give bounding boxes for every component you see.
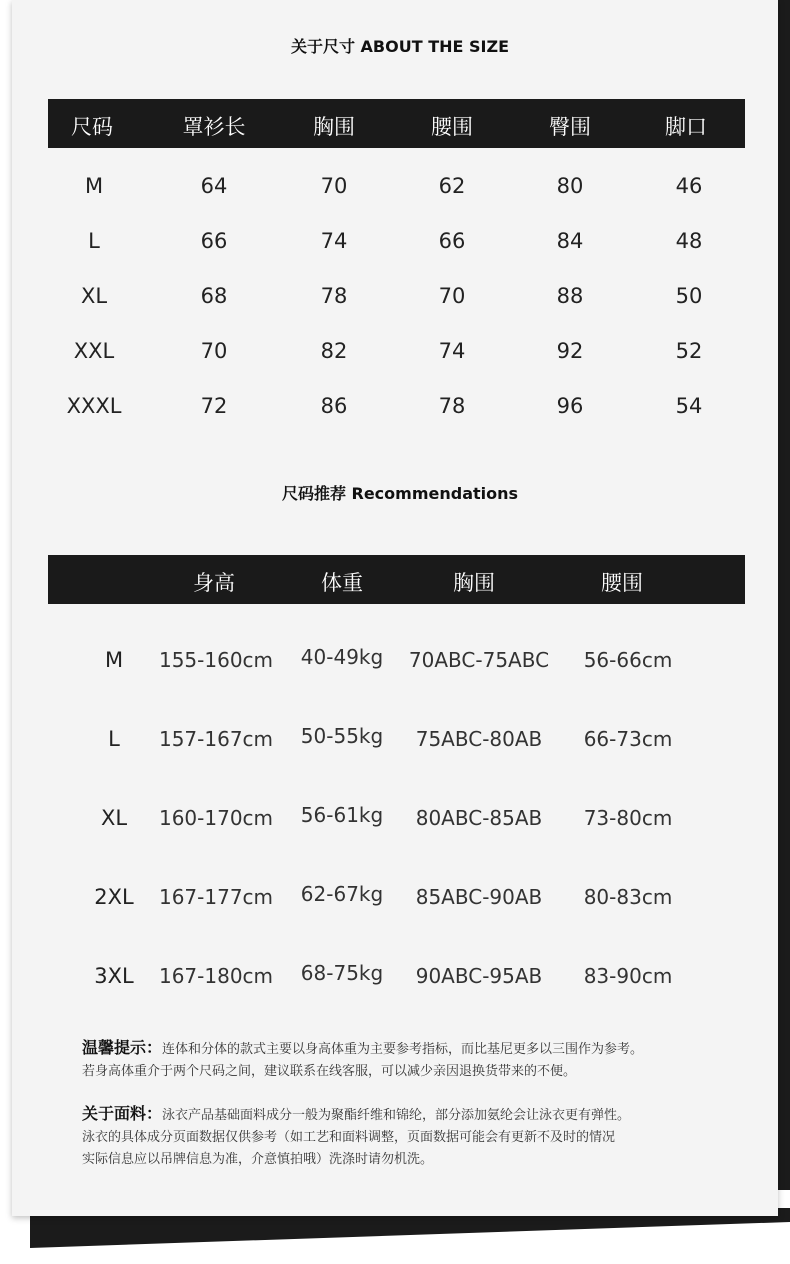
header-bust: 胸围 (453, 571, 495, 595)
cell: 74 (438, 339, 466, 363)
cell: 85ABC-90AB (415, 885, 543, 909)
cell: 88 (556, 284, 584, 308)
cell: 157-167cm (158, 727, 274, 751)
fabric-line2: 泳衣的具体成分页面数据仅供参考（如工艺和面料调整，页面数据可能会有更新不及时的情况 (82, 1130, 616, 1145)
cell: 70 (200, 339, 228, 363)
header-hip: 臀围 (549, 115, 591, 139)
table-row (0, 724, 790, 757)
tip-note (82, 1037, 762, 1083)
cell: 50 (675, 284, 703, 308)
size-table-header (48, 99, 745, 148)
fabric-note (82, 1103, 762, 1171)
table-row (0, 803, 790, 836)
cell: 80ABC-85AB (415, 806, 543, 830)
header-size: 尺码 (71, 115, 113, 139)
cell: 155-160cm (158, 648, 274, 672)
tip-lead: 温馨提示： (82, 1038, 163, 1057)
cell: 48 (675, 229, 703, 253)
table-row (0, 394, 790, 424)
cell: 50-55kg (300, 724, 384, 748)
size-section-title: 关于尺寸 ABOUT THE SIZE (290, 37, 510, 56)
cell: 70 (320, 174, 348, 198)
cell: 82 (320, 339, 348, 363)
recommend-section-title: 尺码推荐 Recommendations (281, 484, 519, 503)
cell: 64 (200, 174, 228, 198)
fabric-line3: 实际信息应以吊牌信息为准，介意慎拍哦）洗涤时请勿机洗。 (82, 1152, 434, 1167)
tip-line2: 若身高体重介于两个尺码之间，建议联系在线客服，可以减少亲因退换货带来的不便。 (82, 1064, 577, 1079)
table-row (0, 339, 790, 369)
cell: 83-90cm (583, 964, 673, 988)
cell: 90ABC-95AB (415, 964, 543, 988)
cell: 2XL (94, 885, 134, 909)
cell: 46 (675, 174, 703, 198)
header-hem: 脚口 (665, 115, 707, 139)
cell: 62 (438, 174, 466, 198)
cell: 84 (556, 229, 584, 253)
cell: 73-80cm (583, 806, 673, 830)
cell: 74 (320, 229, 348, 253)
cell: M (84, 174, 104, 198)
cell: XL (100, 806, 128, 830)
table-row (0, 882, 790, 915)
cell: 56-66cm (583, 648, 673, 672)
table-row (0, 645, 790, 678)
cell: 52 (675, 339, 703, 363)
table-row (0, 229, 790, 259)
cell: 86 (320, 394, 348, 418)
table-row (0, 284, 790, 314)
fabric-line1: 泳衣产品基础面料成分一般为聚酯纤维和锦纶，部分添加氨纶会让泳衣更有弹性。 (162, 1108, 631, 1123)
cell: 66-73cm (583, 727, 673, 751)
header-waist: 腰围 (431, 115, 473, 139)
cell: 70ABC-75ABC (408, 648, 550, 672)
header-length: 罩衫长 (182, 115, 246, 139)
header-weight: 体重 (321, 571, 363, 595)
cell: 66 (200, 229, 228, 253)
fabric-lead: 关于面料： (82, 1104, 163, 1123)
tip-line1: 连体和分体的款式主要以身高体重为主要参考指标，而比基尼更多以三围作为参考。 (162, 1042, 644, 1057)
cell: 92 (556, 339, 584, 363)
cell: 56-61kg (300, 803, 384, 827)
cell: 167-177cm (158, 885, 274, 909)
cell: 68-75kg (300, 961, 384, 985)
header-waist: 腰围 (601, 571, 643, 595)
cell: 54 (675, 394, 703, 418)
cell: 167-180cm (158, 964, 274, 988)
cell: 80-83cm (583, 885, 673, 909)
cell: 78 (320, 284, 348, 308)
cell: M (104, 648, 124, 672)
cell: 160-170cm (158, 806, 274, 830)
cell: 70 (438, 284, 466, 308)
cell: L (108, 727, 120, 751)
table-row (0, 961, 790, 994)
cell: 75ABC-80AB (415, 727, 543, 751)
cell: 80 (556, 174, 584, 198)
cell: 3XL (94, 964, 134, 988)
cell: 96 (556, 394, 584, 418)
cell: XL (80, 284, 108, 308)
header-chest: 胸围 (313, 115, 355, 139)
cell: 78 (438, 394, 466, 418)
cell: XXXL (66, 394, 122, 418)
table-row (0, 174, 790, 204)
cell: 72 (200, 394, 228, 418)
header-height: 身高 (193, 571, 235, 595)
cell: L (88, 229, 100, 253)
cell: 62-67kg (300, 882, 384, 906)
cell: XXL (73, 339, 115, 363)
cell: 40-49kg (300, 645, 384, 669)
recommend-table-header (48, 555, 745, 604)
cell: 66 (438, 229, 466, 253)
cell: 68 (200, 284, 228, 308)
